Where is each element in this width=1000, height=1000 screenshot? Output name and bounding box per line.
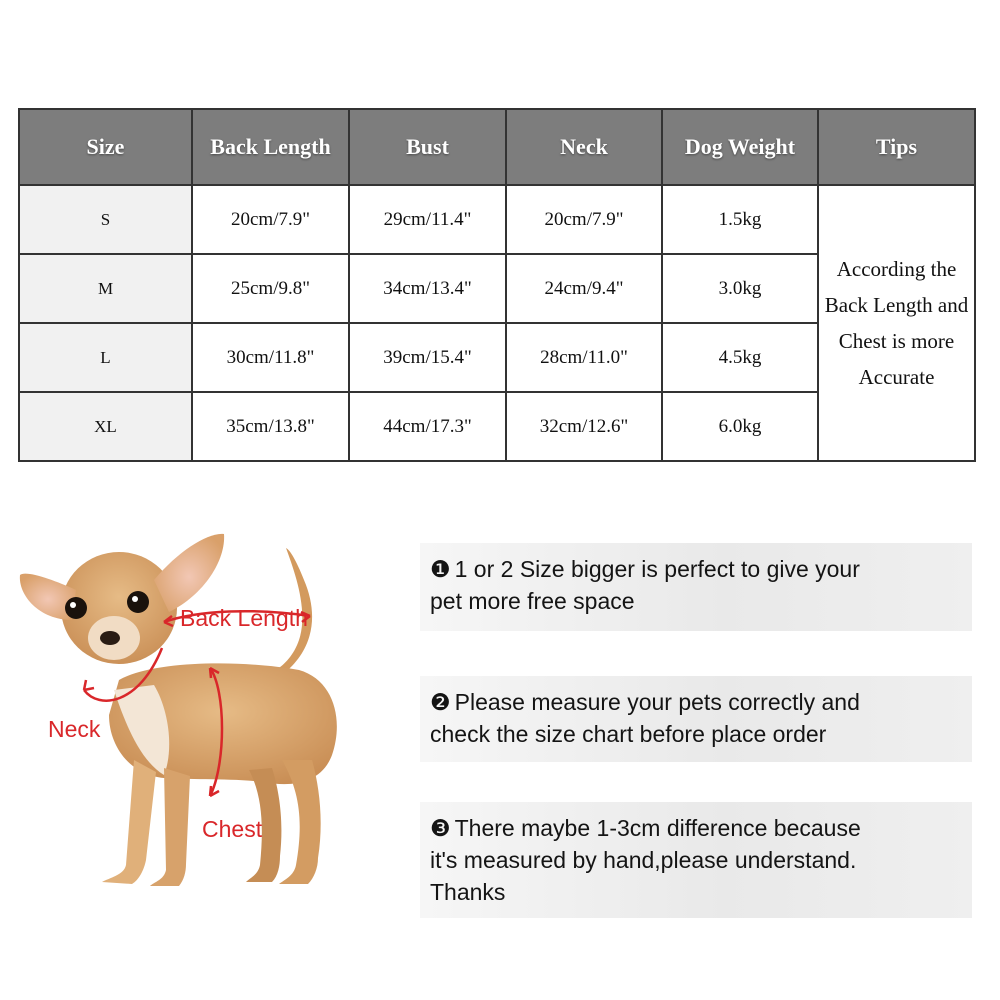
back-length-cell: 30cm/11.8": [192, 323, 349, 392]
neck-label: Neck: [48, 716, 101, 742]
bust-cell: 29cm/11.4": [349, 185, 506, 254]
tips-cell: [818, 185, 975, 461]
bust-cell: 39cm/15.4": [349, 323, 506, 392]
dog-weight-cell: 3.0kg: [662, 254, 818, 323]
dog-left-eye: [65, 597, 87, 619]
tip-line: pet more free space: [430, 588, 635, 614]
dog-front-left-leg: [102, 760, 156, 884]
tip-panel-1: [420, 543, 972, 631]
table-row: [19, 185, 975, 254]
number-three-icon: ❸: [430, 815, 451, 841]
dog-right-eye: [127, 591, 149, 613]
dog-weight-cell: 1.5kg: [662, 185, 818, 254]
dog-right-ear: [154, 534, 224, 612]
size-cell: L: [19, 323, 192, 392]
tips-line: Accurate: [858, 365, 935, 389]
size-cell: S: [19, 185, 192, 254]
size-chart-table: [18, 108, 976, 462]
neck-cell: 28cm/11.0": [506, 323, 662, 392]
neck-arrow-icon: [84, 680, 94, 690]
column-header-dog-weight: Dog Weight: [662, 109, 818, 185]
size-cell: M: [19, 254, 192, 323]
dog-nose: [100, 631, 120, 645]
tips-line: Chest is more: [838, 329, 955, 353]
tip-line: it's measured by hand,please understand.: [430, 847, 857, 873]
chihuahua-illustration: [14, 520, 386, 900]
tip-line: check the size chart before place order: [430, 721, 827, 747]
dog-left-eye-highlight: [70, 602, 76, 608]
table-header-row: [19, 109, 975, 185]
tip-text: Please measure your pets correctly and: [454, 689, 860, 715]
tip-line: [430, 812, 960, 844]
dog-measurement-figure: [14, 520, 386, 900]
column-header-neck: Neck: [506, 109, 662, 185]
tip-line: Thanks: [430, 879, 506, 905]
column-header-back-length: Back Length: [192, 109, 349, 185]
column-header-tips: Tips: [818, 109, 975, 185]
number-one-icon: ❶: [430, 556, 451, 582]
dog-front-right-leg: [150, 768, 190, 886]
back-length-label: Back Length: [180, 605, 308, 631]
tips-line: According the: [836, 257, 957, 281]
tip-line: [430, 686, 960, 718]
tip-text: 1 or 2 Size bigger is perfect to give your: [454, 556, 860, 582]
tip-text: There maybe 1-3cm difference because: [454, 815, 861, 841]
column-header-size: Size: [19, 109, 192, 185]
number-two-icon: ❷: [430, 689, 451, 715]
back-length-cell: 35cm/13.8": [192, 392, 349, 461]
back-length-cell: 25cm/9.8": [192, 254, 349, 323]
column-header-bust: Bust: [349, 109, 506, 185]
chest-label: Chest: [202, 816, 263, 842]
tip-panel-3: [420, 802, 972, 918]
tip-line: [430, 553, 960, 585]
dog-right-eye-highlight: [132, 596, 138, 602]
bust-cell: 44cm/17.3": [349, 392, 506, 461]
back-length-cell: 20cm/7.9": [192, 185, 349, 254]
bust-cell: 34cm/13.4": [349, 254, 506, 323]
dog-weight-cell: 4.5kg: [662, 323, 818, 392]
neck-cell: 24cm/9.4": [506, 254, 662, 323]
neck-cell: 32cm/12.6": [506, 392, 662, 461]
size-cell: XL: [19, 392, 192, 461]
dog-weight-cell: 6.0kg: [662, 392, 818, 461]
tips-line: Back Length and: [824, 293, 969, 317]
neck-cell: 20cm/7.9": [506, 185, 662, 254]
tip-panel-2: [420, 676, 972, 762]
